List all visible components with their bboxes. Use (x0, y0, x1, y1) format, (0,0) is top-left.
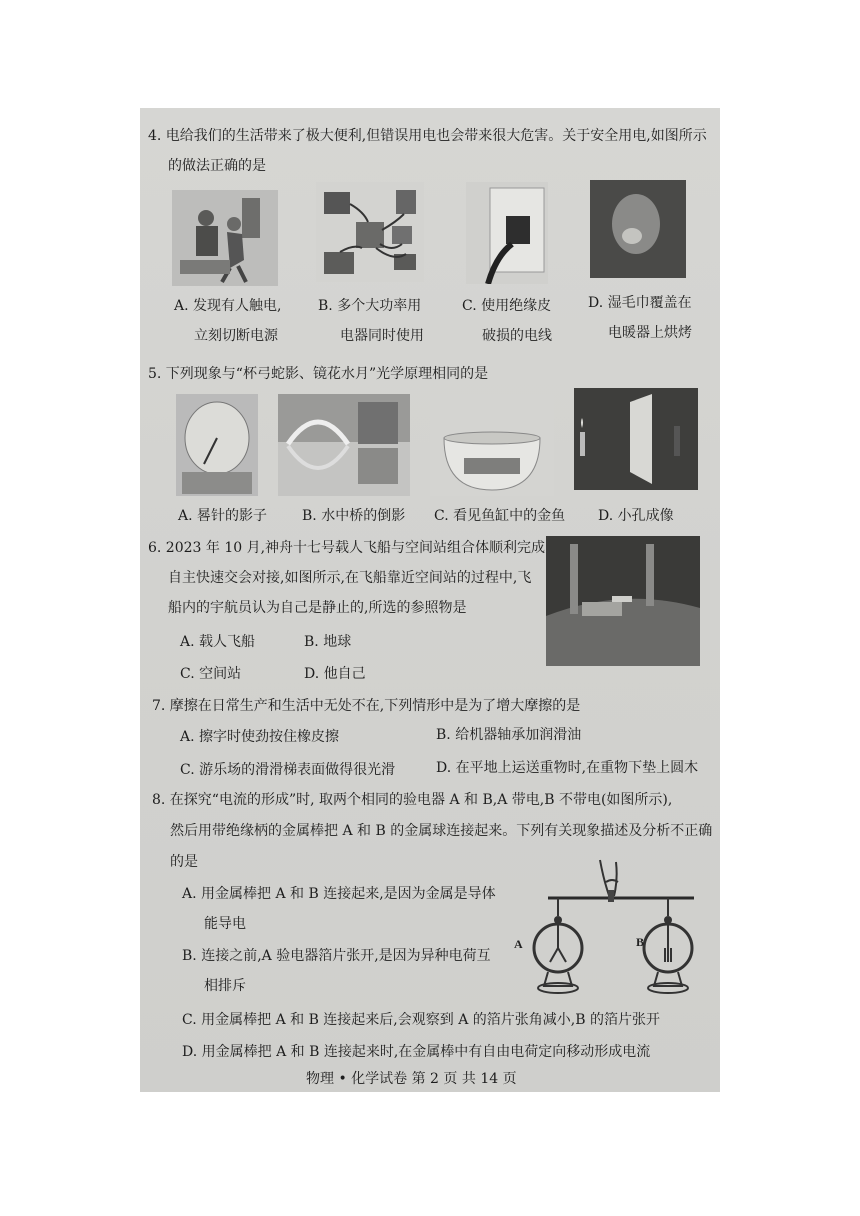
q5-image-bridge-reflection (278, 394, 410, 496)
q6-option-a: A. 载人飞船 (180, 634, 256, 650)
q8-option-c: C. 用金属棒把 A 和 B 连接起来后,会观察到 A 的箔片张角减小,B 的箔片张开 (182, 1012, 660, 1028)
q5-image-pinhole-camera (574, 388, 698, 490)
q4-image-damaged-wire (466, 182, 548, 284)
q7-option-b: B. 给机器轴承加润滑油 (436, 727, 582, 743)
q6-stem-line3: 船内的宇航员认为自己是静止的,所选的参照物是 (168, 600, 467, 616)
electroscope-a-leaves (550, 948, 566, 962)
q4-stem-line1: 4. 电给我们的生活带来了极大便利,但错误用电也会带来很大危害。关于安全用电,如图所示 (148, 128, 707, 144)
q5-image-goldfish-bowl (430, 394, 554, 496)
q6-stem-line2: 自主快速交会对接,如图所示,在飞船靠近空间站的过程中,飞 (168, 570, 532, 586)
q4-option-a-line1: A. 发现有人触电, (174, 298, 282, 314)
q4-option-c-line2: 破损的电线 (482, 328, 552, 344)
q4-option-b-line2: 电器同时使用 (340, 328, 424, 344)
q6-option-b: B. 地球 (304, 634, 352, 650)
q7-stem: 7. 摩擦在日常生产和生活中无处不在,下列情形中是为了增大摩擦的是 (152, 698, 581, 714)
q8-electroscope-diagram (508, 852, 704, 998)
q8-option-d: D. 用金属棒把 A 和 B 连接起来时,在金属棒中有自由电荷定向移动形成电流 (182, 1044, 651, 1060)
q6-option-d: D. 他自己 (304, 666, 366, 682)
label-a: A (514, 937, 523, 951)
q4-stem-line2: 的做法正确的是 (168, 158, 266, 174)
q5-stem: 5. 下列现象与“杯弓蛇影、镜花水月”光学原理相同的是 (148, 366, 489, 382)
q4-image-towel-on-heater (590, 180, 686, 278)
q8-option-b-line2: 相排斥 (204, 978, 246, 994)
q5-option-a: A. 晷针的影子 (178, 508, 268, 524)
q8-stem-line3: 的是 (170, 854, 198, 870)
q8-option-a-line2: 能导电 (204, 916, 246, 932)
q5-option-d: D. 小孔成像 (598, 508, 674, 524)
q6-stem-line1: 6. 2023 年 10 月,神舟十七号载人飞船与空间站组合体顺利完成 (148, 540, 546, 556)
label-b: B (636, 935, 645, 949)
q7-option-a: A. 擦字时使劲按住橡皮擦 (180, 729, 340, 745)
q6-option-c: C. 空间站 (180, 666, 242, 682)
page-footer: 物理 • 化学试卷 第 2 页 共 14 页 (306, 1071, 517, 1087)
q4-image-electric-shock (172, 190, 278, 286)
q5-option-b: B. 水中桥的倒影 (302, 508, 406, 524)
q4-option-b-line1: B. 多个大功率用 (318, 298, 422, 314)
q4-option-d-line2: 电暖器上烘烤 (608, 325, 692, 341)
q7-option-d: D. 在平地上运送重物时,在重物下垫上圆木 (436, 760, 699, 776)
q8-stem-line1: 8. 在探究“电流的形成”时, 取两个相同的验电器 A 和 B,A 带电,B 不带电(如图所示), (152, 792, 673, 808)
q8-option-b-line1: B. 连接之前,A 验电器箔片张开,是因为异种电荷互 (182, 948, 491, 964)
q8-option-a-line1: A. 用金属棒把 A 和 B 连接起来,是因为金属是导体 (182, 886, 496, 902)
q5-option-c: C. 看见鱼缸中的金鱼 (434, 508, 566, 524)
q4-option-d-line1: D. 湿毛巾覆盖在 (588, 295, 692, 311)
q4-option-a-line2: 立刻切断电源 (194, 328, 278, 344)
q4-image-overloaded-socket (316, 182, 424, 282)
q8-stem-line2: 然后用带绝缘柄的金属棒把 A 和 B 的金属球连接起来。下列有关现象描述及分析不正确 (170, 823, 713, 839)
q4-option-c-line1: C. 使用绝缘皮 (462, 298, 552, 314)
q6-image-spacecraft-docking (546, 536, 700, 666)
q5-image-sundial (176, 394, 258, 496)
q7-option-c: C. 游乐场的滑滑梯表面做得很光滑 (180, 762, 396, 778)
